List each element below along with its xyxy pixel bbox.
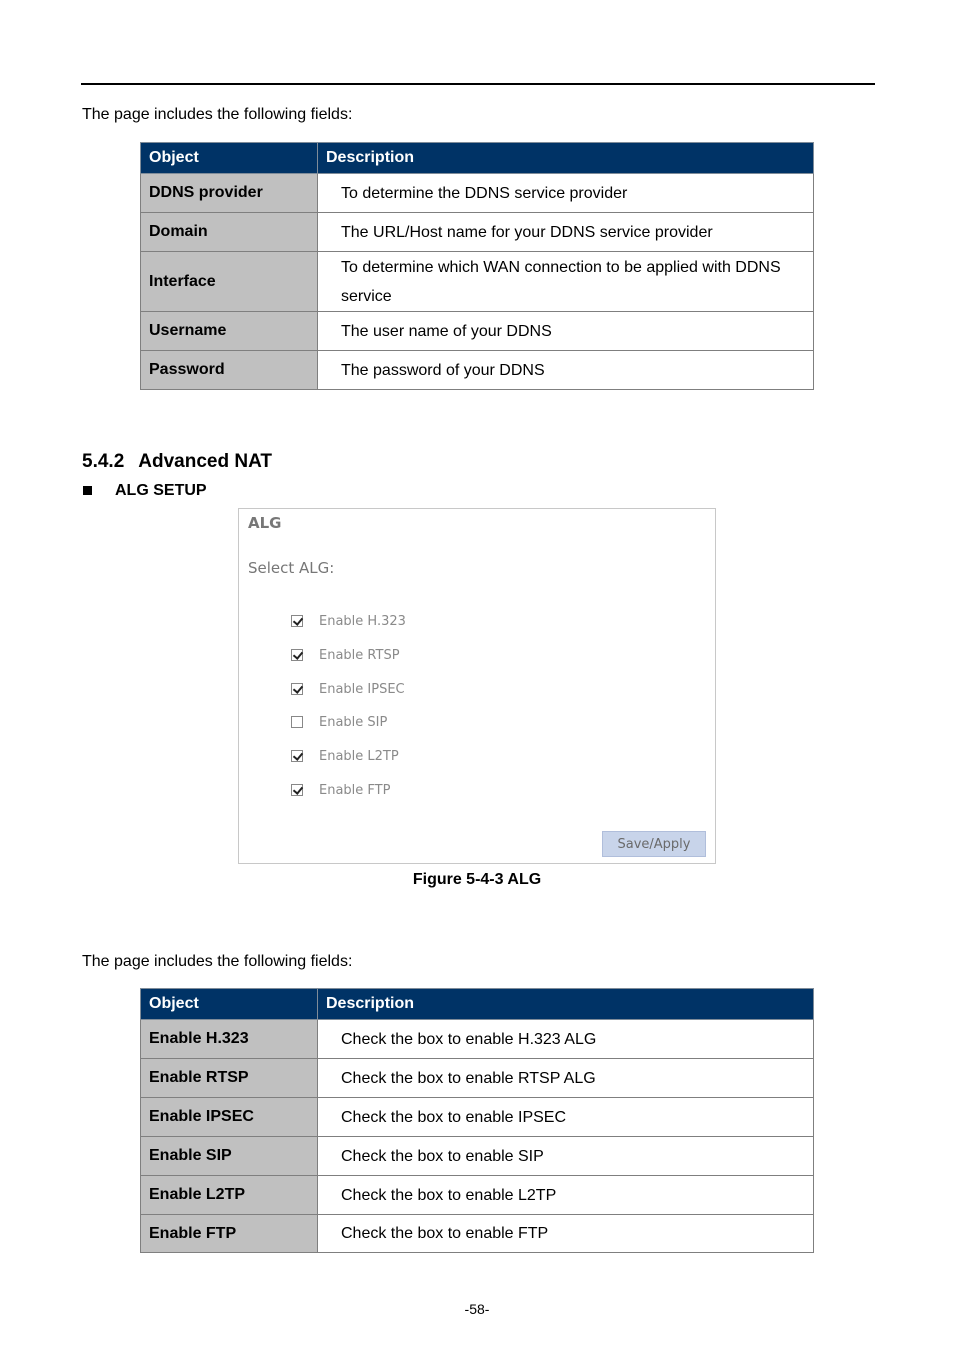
row-object: Enable RTSP	[141, 1059, 318, 1098]
option-label: Enable FTP	[319, 782, 391, 798]
table-row	[141, 351, 814, 390]
row-description: Check the box to enable H.323 ALG	[318, 1020, 814, 1059]
table-row	[141, 312, 814, 351]
section-number: 5.4.2	[82, 451, 125, 472]
option-label: Enable IPSEC	[319, 681, 405, 697]
option-ipsec[interactable]	[291, 680, 405, 698]
square-bullet-icon	[83, 486, 92, 495]
row-description: The password of your DDNS	[318, 351, 814, 390]
h323-checkbox[interactable]	[291, 615, 303, 627]
table-row	[141, 1020, 814, 1059]
row-object: Enable SIP	[141, 1137, 318, 1176]
ddns-fields-table	[140, 142, 814, 390]
table-row	[141, 1215, 814, 1253]
header-rule	[81, 83, 875, 85]
row-description: Check the box to enable FTP	[318, 1215, 814, 1253]
row-description: The URL/Host name for your DDNS service provider	[318, 213, 814, 252]
l2tp-checkbox[interactable]	[291, 750, 303, 762]
sip-checkbox[interactable]	[291, 716, 303, 728]
table-header-row	[141, 989, 814, 1020]
row-description: To determine which WAN connection to be applied with DDNS service	[318, 252, 814, 312]
option-sip[interactable]	[291, 713, 387, 731]
panel-title: ALG	[248, 514, 282, 532]
option-h323[interactable]	[291, 612, 406, 630]
table-header-row	[141, 143, 814, 174]
row-object: Username	[141, 312, 318, 351]
table-row	[141, 252, 814, 312]
header-description: Description	[318, 143, 814, 174]
option-ftp[interactable]	[291, 781, 390, 799]
row-object: Interface	[141, 252, 318, 312]
option-label: Enable L2TP	[319, 748, 399, 764]
section-heading	[82, 451, 272, 473]
intro-paragraph-1: The page includes the following fields:	[82, 106, 353, 123]
row-object: DDNS provider	[141, 174, 318, 213]
bullet-item	[82, 482, 207, 500]
row-object: Enable IPSEC	[141, 1098, 318, 1137]
row-object: Enable L2TP	[141, 1176, 318, 1215]
row-description: The user name of your DDNS	[318, 312, 814, 351]
table-row	[141, 174, 814, 213]
option-label: Enable SIP	[319, 714, 388, 730]
row-description: Check the box to enable IPSEC	[318, 1098, 814, 1137]
row-object: Enable H.323	[141, 1020, 318, 1059]
rtsp-checkbox[interactable]	[291, 649, 303, 661]
option-rtsp[interactable]	[291, 646, 400, 664]
ipsec-checkbox[interactable]	[291, 683, 303, 695]
row-object: Domain	[141, 213, 318, 252]
row-description: Check the box to enable RTSP ALG	[318, 1059, 814, 1098]
row-object: Enable FTP	[141, 1215, 318, 1253]
alg-fields-table	[140, 988, 814, 1253]
bullet-label: ALG SETUP	[115, 482, 207, 499]
table-row	[141, 1059, 814, 1098]
header-object: Object	[141, 143, 318, 174]
section-title-text: Advanced NAT	[138, 451, 272, 472]
select-alg-label: Select ALG:	[248, 559, 335, 577]
row-description: Check the box to enable L2TP	[318, 1176, 814, 1215]
table-row	[141, 1098, 814, 1137]
option-l2tp[interactable]	[291, 747, 399, 765]
alg-panel	[238, 508, 716, 864]
intro-paragraph-2: The page includes the following fields:	[82, 953, 353, 970]
table-row	[141, 1176, 814, 1215]
page-number: -58-	[464, 1301, 490, 1317]
ftp-checkbox[interactable]	[291, 784, 303, 796]
table-row	[141, 213, 814, 252]
header-description: Description	[318, 989, 814, 1020]
row-description: To determine the DDNS service provider	[318, 174, 814, 213]
row-description: Check the box to enable SIP	[318, 1137, 814, 1176]
option-label: Enable RTSP	[319, 647, 400, 663]
figure-caption: Figure 5-4-3 ALG	[412, 871, 542, 888]
save-apply-button[interactable]: Save/Apply	[602, 831, 706, 857]
row-object: Password	[141, 351, 318, 390]
table-row	[141, 1137, 814, 1176]
header-object: Object	[141, 989, 318, 1020]
option-label: Enable H.323	[319, 613, 406, 629]
